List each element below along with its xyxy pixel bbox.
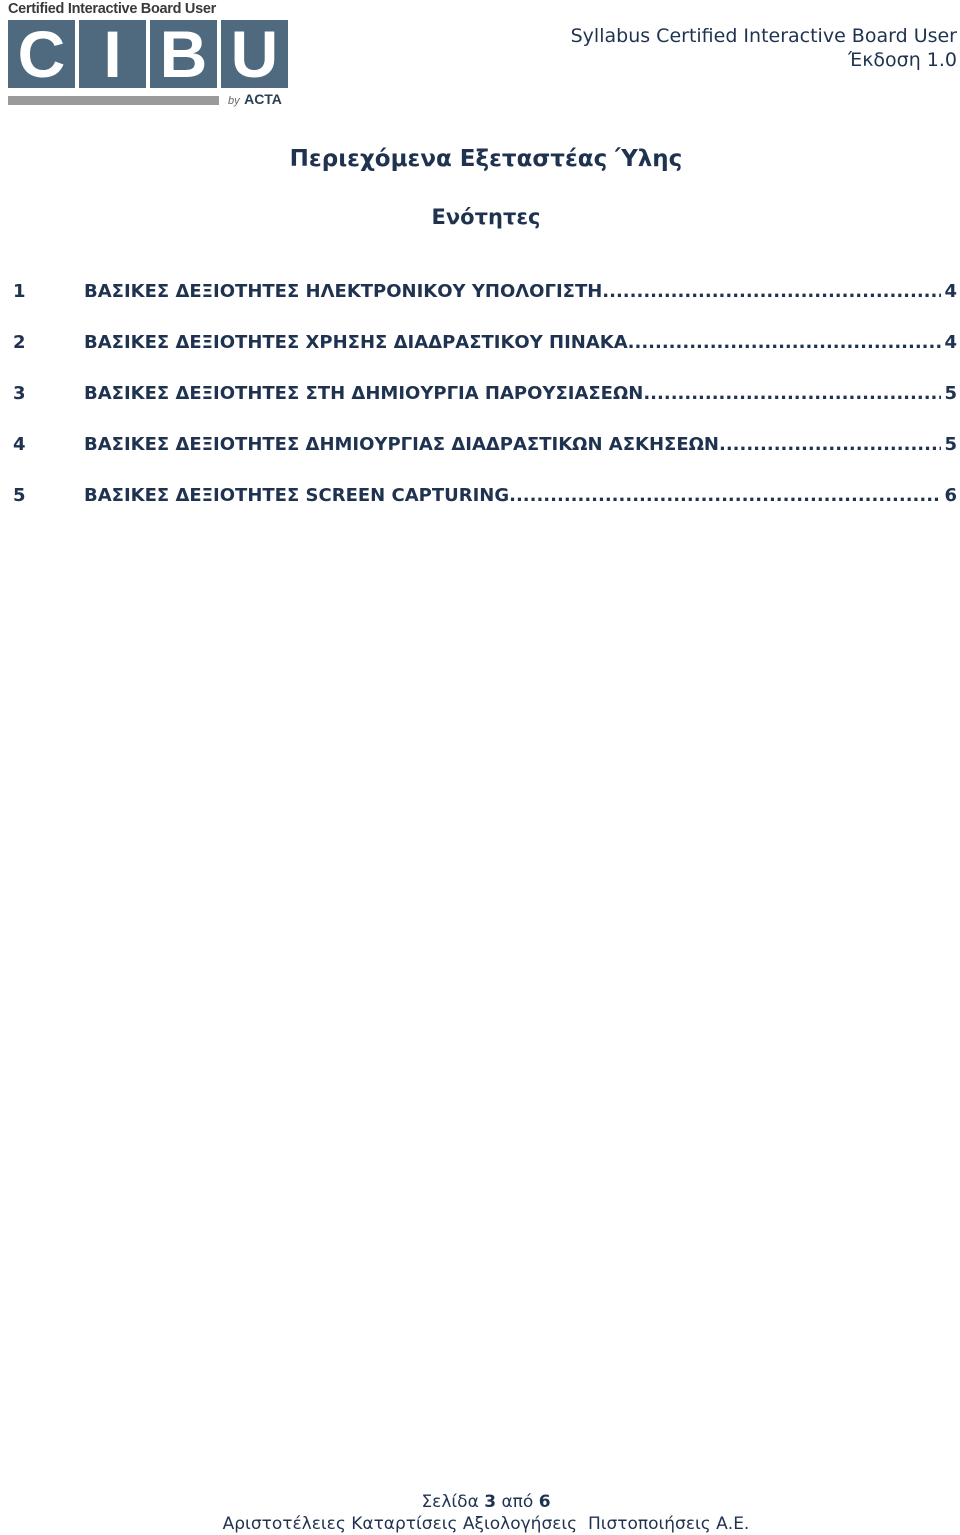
footer-page-number — [0, 1491, 960, 1513]
logo-letter-u: U — [221, 20, 288, 88]
header-syllabus-title: Syllabus Certified Interactive Board User — [570, 25, 957, 47]
document-header — [571, 24, 957, 72]
section-subtitle: Ενότητες — [431, 205, 541, 229]
toc-entry[interactable] — [13, 434, 957, 485]
toc-entry[interactable] — [13, 332, 957, 383]
toc-dot-leader — [509, 485, 941, 506]
toc-entry-title: ΒΑΣΙΚΕΣ ΔΕΞΙΟΤΗΤΕΣ ΧΡΗΣΗΣ ΔΙΑΔΡΑΣΤΙΚΟΥ ΠΙΝΑΚΑ — [84, 332, 628, 353]
toc-entry-title: ΒΑΣΙΚΕΣ ΔΕΞΙΟΤΗΤΕΣ ΣΤΗ ΔΗΜΙΟΥΡΓΙΑ ΠΑΡΟΥΣΙΑΣΕΩΝ — [84, 383, 644, 404]
page-title: Περιεχόμενα Εξεταστέας Ύλης — [289, 146, 683, 172]
logo-letter-c: C — [8, 20, 75, 88]
toc-entry-page: 5 — [944, 383, 957, 404]
table-of-contents — [13, 281, 957, 536]
toc-entry-title: ΒΑΣΙΚΕΣ ΔΕΞΙΟΤΗΤΕΣ SCREEN CAPTURING — [84, 485, 510, 506]
toc-dot-leader — [628, 332, 942, 353]
toc-entry-title: ΒΑΣΙΚΕΣ ΔΕΞΙΟΤΗΤΕΣ ΔΗΜΙΟΥΡΓΙΑΣ ΔΙΑΔΡΑΣΤΙΚΩΝ ΑΣΚΗΣΕΩΝ — [84, 434, 719, 455]
footer-company-name: Αριστοτέλειες Καταρτίσεις Αξιολογήσεις Πιστοποιήσεις Α.Ε. — [222, 1514, 750, 1534]
toc-entry-number: 5 — [13, 485, 26, 506]
toc-dot-leader — [602, 281, 941, 302]
toc-entry[interactable] — [13, 383, 957, 434]
footer-page-current: 3 — [484, 1492, 497, 1512]
toc-entry-number: 2 — [13, 332, 26, 353]
cibu-logo — [6, 0, 296, 110]
toc-entry[interactable] — [13, 485, 957, 536]
footer-page-total: 6 — [538, 1492, 551, 1512]
toc-entry-page: 5 — [944, 434, 957, 455]
logo-underline-bar — [8, 96, 219, 105]
page-footer — [0, 1491, 960, 1535]
logo-by-acta — [228, 92, 282, 108]
logo-caption: Certified Interactive Board User — [8, 1, 216, 17]
logo-letter-i: I — [79, 20, 146, 88]
toc-dot-leader — [643, 383, 941, 404]
toc-entry[interactable] — [13, 281, 957, 332]
toc-entry-page: 4 — [944, 332, 957, 353]
footer-page-of: από — [501, 1492, 534, 1512]
logo-letter-b: B — [150, 20, 217, 88]
toc-entry-page: 4 — [944, 281, 957, 302]
logo-brand: ACTA — [244, 91, 282, 107]
toc-entry-page: 6 — [944, 485, 957, 506]
toc-dot-leader — [719, 434, 941, 455]
toc-entry-number: 3 — [13, 383, 26, 404]
toc-entry-number: 4 — [13, 434, 26, 455]
header-version: Έκδοση 1.0 — [848, 49, 957, 71]
footer-page-label: Σελίδα — [421, 1492, 479, 1512]
toc-entry-number: 1 — [13, 281, 26, 302]
logo-letter-boxes — [8, 17, 288, 91]
logo-by-text: by — [228, 95, 240, 107]
toc-entry-title: ΒΑΣΙΚΕΣ ΔΕΞΙΟΤΗΤΕΣ ΗΛΕΚΤΡΟΝΙΚΟΥ ΥΠΟΛΟΓΙΣΤΗ — [84, 281, 603, 302]
